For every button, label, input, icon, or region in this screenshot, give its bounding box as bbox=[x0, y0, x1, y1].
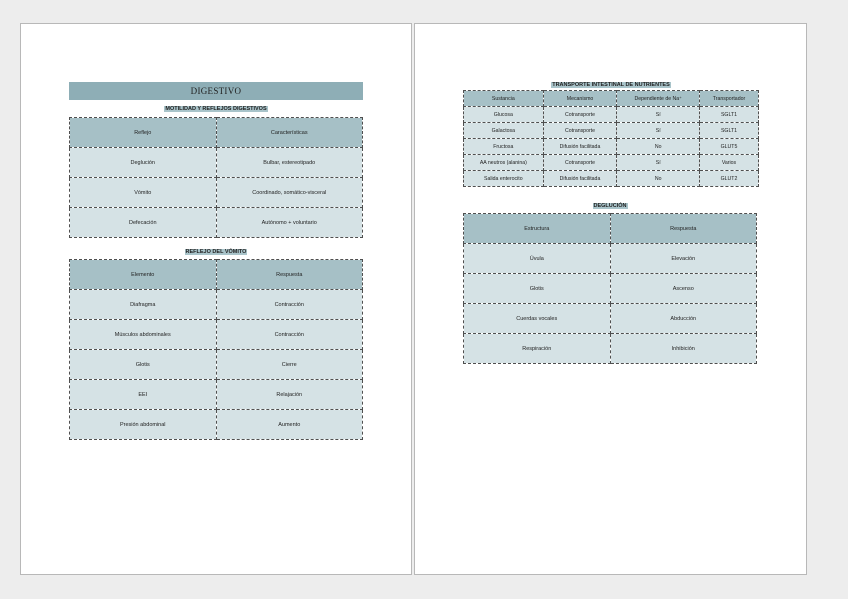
table-cell: Difusión facilitada bbox=[543, 171, 617, 187]
table-cell: Coordinado, somático-visceral bbox=[216, 178, 363, 208]
table-cell: No bbox=[617, 171, 700, 187]
column-header: Respuesta bbox=[216, 260, 363, 290]
table-cell: Elevación bbox=[610, 244, 757, 274]
table-row bbox=[464, 334, 757, 364]
table-row bbox=[70, 350, 363, 380]
table-cell: SGLT1 bbox=[699, 123, 758, 139]
table-cell: No bbox=[617, 139, 700, 155]
table-cell: Presión abdominal bbox=[70, 410, 217, 440]
section-title-transporte: TRANSPORTE INTESTINAL DE NUTRIENTES bbox=[552, 82, 670, 88]
table-row bbox=[464, 304, 757, 334]
table-cell: Abducción bbox=[610, 304, 757, 334]
table-cell: Deglución bbox=[70, 148, 217, 178]
table-cell: Aumento bbox=[216, 410, 363, 440]
table-row bbox=[464, 107, 759, 123]
table-row bbox=[464, 244, 757, 274]
table-cell: EEI bbox=[70, 380, 217, 410]
table-cell: Sí bbox=[617, 123, 700, 139]
column-header: Transportador bbox=[699, 91, 758, 107]
table-row bbox=[70, 148, 363, 178]
table-row bbox=[464, 171, 759, 187]
column-header: Mecanismo bbox=[543, 91, 617, 107]
table-cell: Cuerdas vocales bbox=[464, 304, 611, 334]
table-header-row bbox=[464, 91, 759, 107]
section-title-motilidad: MOTILIDAD Y REFLEJOS DIGESTIVOS bbox=[165, 106, 267, 112]
section-title-deglucion: DEGLUCIÓN bbox=[593, 203, 627, 209]
table-row bbox=[70, 320, 363, 350]
table-cell: Cotransporte bbox=[543, 155, 617, 171]
table-cell: Glucosa bbox=[464, 107, 544, 123]
table-row bbox=[70, 208, 363, 238]
table-transporte bbox=[463, 90, 759, 187]
table-cell: Glotis bbox=[464, 274, 611, 304]
table-cell: Salida enterocito bbox=[464, 171, 544, 187]
table-cell: Relajación bbox=[216, 380, 363, 410]
table-cell: Músculos abdominales bbox=[70, 320, 217, 350]
table-row bbox=[464, 155, 759, 171]
table-cell: Diafragma bbox=[70, 290, 217, 320]
column-header: Respuesta bbox=[610, 214, 757, 244]
table-cell: Inhibición bbox=[610, 334, 757, 364]
table-row bbox=[70, 410, 363, 440]
table-header-row bbox=[70, 118, 363, 148]
column-header: Dependiente de Na⁺ bbox=[617, 91, 700, 107]
table-cell: Cotransporte bbox=[543, 107, 617, 123]
table-cell: Defecación bbox=[70, 208, 217, 238]
column-header: Reflejo bbox=[70, 118, 217, 148]
section-title-wrapper bbox=[69, 105, 363, 113]
table-cell: Vómito bbox=[70, 178, 217, 208]
table-cell: Difusión facilitada bbox=[543, 139, 617, 155]
table-cell: Ascenso bbox=[610, 274, 757, 304]
document-page-left bbox=[20, 23, 412, 575]
table-cell: Contracción bbox=[216, 320, 363, 350]
table-cell: Cotransporte bbox=[543, 123, 617, 139]
column-header: Características bbox=[216, 118, 363, 148]
section-title-wrapper bbox=[463, 202, 757, 210]
table-header-row bbox=[464, 214, 757, 244]
table-row bbox=[70, 178, 363, 208]
table-row bbox=[70, 290, 363, 320]
column-header: Elemento bbox=[70, 260, 217, 290]
section-title-vomito: REFLEJO DEL VÓMITO bbox=[185, 249, 247, 255]
table-header-row bbox=[70, 260, 363, 290]
table-cell: SGLT1 bbox=[699, 107, 758, 123]
table-cell: Galactosa bbox=[464, 123, 544, 139]
document-page-right bbox=[414, 23, 807, 575]
section-title-wrapper bbox=[463, 81, 759, 89]
table-row bbox=[464, 274, 757, 304]
table-cell: Úvula bbox=[464, 244, 611, 274]
table-cell: Autónomo + voluntario bbox=[216, 208, 363, 238]
table-deglucion bbox=[463, 213, 757, 364]
table-cell: Glotis bbox=[70, 350, 217, 380]
table-cell: Bulbar, estereotipado bbox=[216, 148, 363, 178]
document-title: DIGESTIVO bbox=[69, 82, 363, 100]
table-cell: Fructosa bbox=[464, 139, 544, 155]
table-row bbox=[70, 380, 363, 410]
table-cell: Contracción bbox=[216, 290, 363, 320]
table-cell: Respiración bbox=[464, 334, 611, 364]
table-row bbox=[464, 139, 759, 155]
table-motilidad bbox=[69, 117, 363, 238]
section-title-wrapper bbox=[69, 248, 363, 256]
table-vomito bbox=[69, 259, 363, 440]
table-cell: GLUT5 bbox=[699, 139, 758, 155]
column-header: Sustancia bbox=[464, 91, 544, 107]
table-cell: AA neutros (alanina) bbox=[464, 155, 544, 171]
table-cell: Cierre bbox=[216, 350, 363, 380]
table-cell: Sí bbox=[617, 155, 700, 171]
table-cell: Sí bbox=[617, 107, 700, 123]
table-cell: GLUT2 bbox=[699, 171, 758, 187]
table-cell: Varios bbox=[699, 155, 758, 171]
column-header: Estructura bbox=[464, 214, 611, 244]
table-row bbox=[464, 123, 759, 139]
